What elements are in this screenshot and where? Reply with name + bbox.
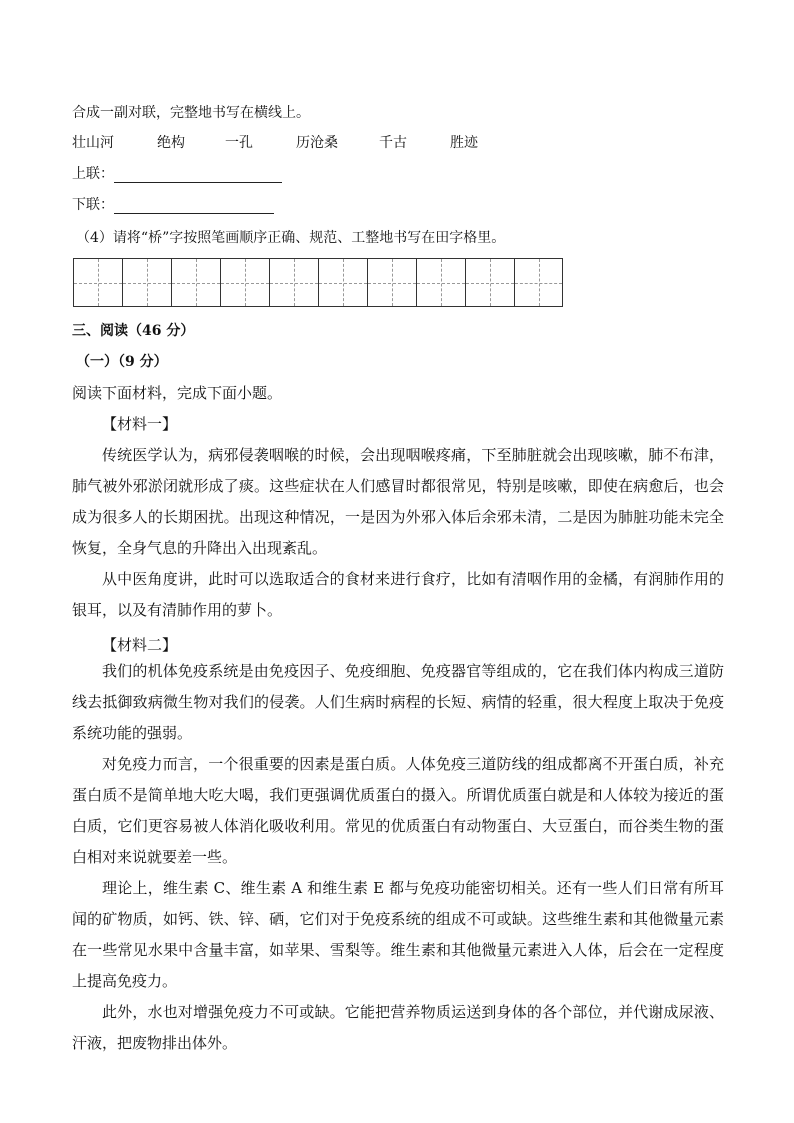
tianzige-cell[interactable] <box>73 258 122 307</box>
section-title: 三、阅读（46 分） <box>72 323 195 339</box>
tianzige-grid <box>73 258 563 307</box>
tianzige-cell[interactable] <box>171 258 220 307</box>
tianzige-cell[interactable] <box>318 258 367 307</box>
upper-couplet-row <box>72 165 282 183</box>
couplet-word: 壮山河 <box>72 135 114 151</box>
lower-couplet-row <box>72 196 274 214</box>
tianzige-cell[interactable] <box>465 258 514 307</box>
tianzige-cell[interactable] <box>514 258 563 307</box>
material-one-body <box>72 440 724 626</box>
material-two-paragraph: 此外，水也对增强免疫力不可或缺。它能把营养物质运送到身体的各个部位，并代谢成尿液、汗液，把废物排出体外。 <box>72 1003 724 1052</box>
couplet-word: 千古 <box>379 135 407 151</box>
upper-couplet-blank[interactable] <box>114 168 282 183</box>
material-one-paragraph: 传统医学认为，病邪侵袭咽喉的时候，会出现咽喉疼痛，下至肺脏就会出现咳嗽，肺不布津，肺气被外邪淤闭就形成了痰。这些症状在人们感冒时都很常见，特别是咳嗽，即使在病愈后，也会成为很多人的长期困扰。出现这种情况，一是因为外邪入体后余邪未清，二是因为肺脏功能未完全恢复，全身气息的升降出入出现紊乱。 <box>72 446 724 557</box>
lower-couplet-blank[interactable] <box>114 199 274 214</box>
tianzige-cell[interactable] <box>416 258 465 307</box>
tianzige-cell[interactable] <box>269 258 318 307</box>
material-two-paragraph: 我们的机体免疫系统是由免疫因子、免疫细胞、免疫器官等组成的，它在我们体内构成三道防线去抵御致病微生物对我们的侵袭。人们生病时病程的长短、病情的轻重，很大程度上取决于免疫系统功能的强弱。 <box>72 662 724 742</box>
couplet-word: 胜迹 <box>450 135 478 151</box>
tianzige-cell[interactable] <box>367 258 416 307</box>
lower-couplet-label: 下联： <box>72 197 114 213</box>
reading-intro: 阅读下面材料，完成下面小题。 <box>72 384 283 402</box>
part-title: （一）（9 分） <box>76 354 168 370</box>
couplet-instruction: 合成一副对联，完整地书写在横线上。 <box>72 105 310 121</box>
upper-couplet-label: 上联： <box>72 166 114 182</box>
tianzige-instruction: （4）请将“桥”字按照笔画顺序正确、规范、工整地书写在田字格里。 <box>76 230 506 246</box>
material-one-heading: 【材料一】 <box>102 415 178 433</box>
couplet-word: 历沧桑 <box>296 135 338 151</box>
material-two-heading: 【材料二】 <box>102 636 178 654</box>
material-two-body <box>72 656 724 1059</box>
tianzige-cell[interactable] <box>122 258 171 307</box>
material-two-paragraph: 理论上，维生素 C、维生素 A 和维生素 E 都与免疫功能密切相关。还有一些人们日常有所耳闻的矿物质，如钙、铁、锌、硒，它们对于免疫系统的组成不可或缺。这些维生素和其他微量元素在一些常见水果中含量丰富，如苹果、雪梨等。维生素和其他微量元素进入人体，后会在一定程度上提高免疫力。 <box>72 879 724 990</box>
tianzige-cell[interactable] <box>220 258 269 307</box>
material-two-paragraph: 对免疫力而言，一个很重要的因素是蛋白质。人体免疫三道防线的组成都离不开蛋白质，补充蛋白质不是简单地大吃大喝，我们更强调优质蛋白的摄入。所谓优质蛋白就是和人体较为接近的蛋白质，它们更容易被人体消化吸收利用。常见的优质蛋白有动物蛋白、大豆蛋白，而谷类生物的蛋白相对来说就要差一些。 <box>72 755 724 866</box>
material-one-paragraph: 从中医角度讲，此时可以选取适合的食材来进行食疗，比如有清咽作用的金橘，有润肺作用的银耳，以及有清肺作用的萝卜。 <box>72 570 724 619</box>
couplet-word: 一孔 <box>225 135 253 151</box>
couplet-word: 绝构 <box>157 135 185 151</box>
